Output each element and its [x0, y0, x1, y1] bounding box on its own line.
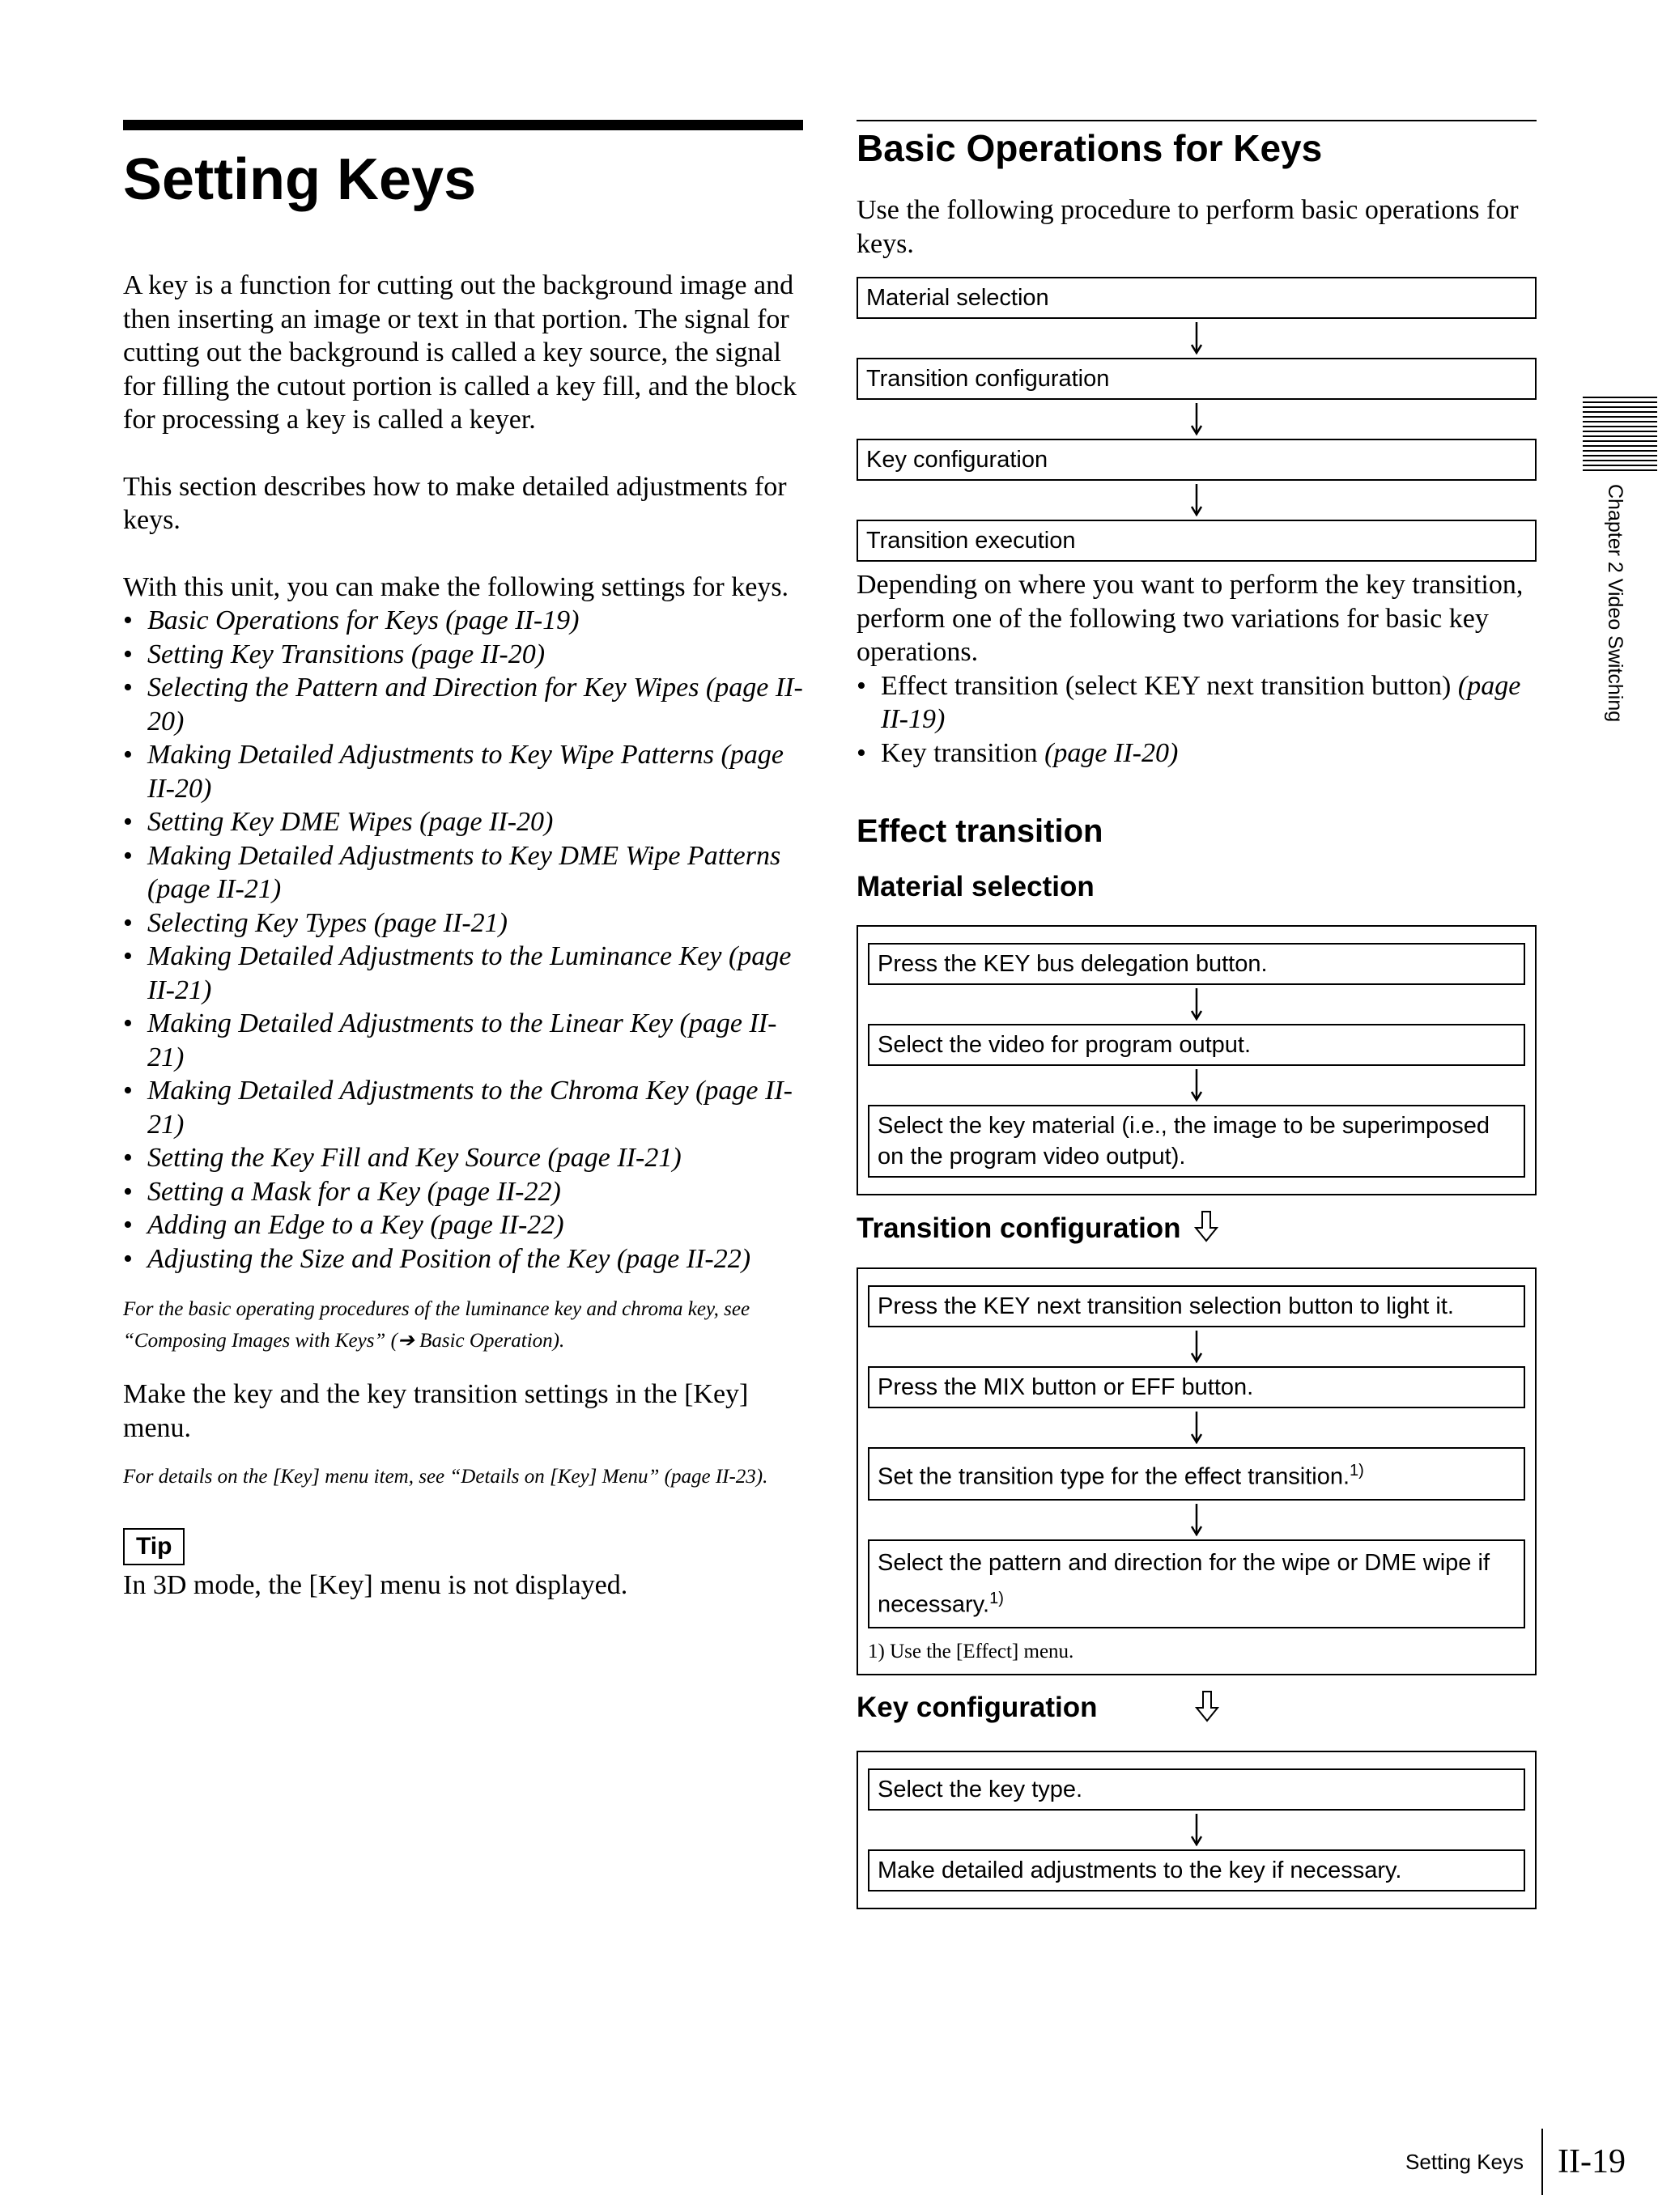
list-item[interactable]: • Selecting Key Types (page II-21) — [123, 906, 803, 940]
list-item[interactable]: • Making Detailed Adjustments to Key DME Wipe Patterns (page II-21) — [123, 839, 803, 906]
page-footer — [1405, 2129, 1626, 2195]
variations-intro: Depending on where you want to perform the key transition, perform one of the following two variations for basic key operations. — [857, 570, 1524, 668]
key-menu-paragraph: Make the key and the key transition settings in the [Key] menu. — [123, 1379, 749, 1443]
key-configuration-heading-row — [857, 1690, 1537, 1726]
flow-step-transition-execution: Transition execution — [857, 520, 1537, 562]
transition-footnote: 1) Use the [Effect] menu. — [868, 1640, 1074, 1662]
down-arrow-icon — [868, 1327, 1525, 1366]
material-selection-heading: Material selection — [857, 871, 1095, 903]
tip-label: Tip — [123, 1528, 185, 1565]
flow-step-material-selection: Material selection — [857, 277, 1537, 319]
variation-text: Key transition — [881, 737, 1038, 768]
tip-text: In 3D mode, the [Key] menu is not displayed. — [123, 1570, 628, 1601]
list-item[interactable]: • Making Detailed Adjustments to the Chroma Key (page II-21) — [123, 1074, 803, 1141]
heading-rule — [857, 120, 1537, 121]
list-item[interactable]: • Basic Operations for Keys (page II-19) — [123, 604, 803, 638]
page-title: Setting Keys — [123, 147, 477, 212]
overview-flowchart — [857, 277, 1537, 562]
section-description: This section describes how to make detailed adjustments for keys. — [123, 471, 787, 536]
settings-intro: With this unit, you can make the following settings for keys. — [123, 571, 789, 602]
intro-paragraph: A key is a function for cutting out the background image and then inserting an image or text in that portion. The signal for cutting out the background is called a key source, the signal for filling the cutout portion is called a key fill, and the block for processing a key is called a keyer. — [123, 270, 797, 435]
key-configuration-frame — [857, 1751, 1537, 1909]
transition-step-text: Set the transition type for the effect transition. — [878, 1463, 1350, 1490]
hollow-down-arrow-icon — [1194, 1210, 1218, 1246]
list-item[interactable]: • Making Detailed Adjustments to the Luminance Key (page II-21) — [123, 940, 803, 1007]
key-config-step: Select the key type. — [868, 1768, 1525, 1811]
variation-page-ref[interactable]: (page II-19) — [881, 670, 1521, 735]
list-item[interactable]: • Setting a Mask for a Key (page II-22) — [123, 1175, 803, 1209]
list-item[interactable]: • Setting Key DME Wipes (page II-20) — [123, 805, 803, 839]
material-selection-frame — [857, 925, 1537, 1195]
chapter-tab — [1583, 397, 1657, 471]
down-arrow-icon — [868, 1501, 1525, 1539]
list-item[interactable]: • Making Detailed Adjustments to the Linear Key (page II-21) — [123, 1007, 803, 1074]
transition-step — [868, 1539, 1525, 1628]
material-step: Press the KEY bus delegation button. — [868, 943, 1525, 985]
effect-transition-heading: Effect transition — [857, 813, 1103, 850]
title-rule — [123, 120, 803, 130]
flow-step-transition-configuration: Transition configuration — [857, 358, 1537, 400]
key-configuration-heading: Key configuration — [857, 1692, 1098, 1723]
page-number: II-19 — [1558, 2143, 1626, 2180]
list-item[interactable]: • Making Detailed Adjustments to Key Wipe Patterns (page II-20) — [123, 738, 803, 805]
settings-list — [123, 604, 803, 1276]
down-arrow-icon — [868, 1811, 1525, 1849]
left-column — [123, 120, 803, 1603]
transition-step — [868, 1447, 1525, 1501]
transition-step-text: Select the pattern and direction for the wipe or DME wipe if necessary. — [878, 1549, 1490, 1618]
list-item[interactable]: • Setting the Key Fill and Key Source (page II-21) — [123, 1141, 803, 1175]
list-item[interactable]: • Adding an Edge to a Key (page II-22) — [123, 1208, 803, 1242]
transition-configuration-heading-row — [857, 1210, 1537, 1246]
footer-divider — [1541, 2129, 1543, 2195]
procedure-intro: Use the following procedure to perform basic operations for keys. — [857, 195, 1519, 259]
transition-step: Press the KEY next transition selection button to light it. — [868, 1285, 1525, 1327]
list-item[interactable]: • Setting Key Transitions (page II-20) — [123, 638, 803, 672]
chapter-tab-marker — [1583, 397, 1657, 471]
variations-list — [857, 669, 1537, 771]
note-key-menu-details: For details on the [Key] menu item, see “Details on [Key] Menu” (page II-23). — [123, 1466, 768, 1488]
key-config-step: Make detailed adjustments to the key if necessary. — [868, 1849, 1525, 1891]
down-arrow-icon — [857, 481, 1537, 520]
down-arrow-icon — [868, 1408, 1525, 1447]
down-arrow-icon — [868, 985, 1525, 1024]
variation-page-ref[interactable]: (page II-20) — [1044, 737, 1179, 768]
right-column — [857, 120, 1537, 1909]
footnote-marker: 1) — [1350, 1462, 1364, 1480]
list-item[interactable] — [857, 737, 1537, 771]
material-step: Select the video for program output. — [868, 1024, 1525, 1066]
hollow-down-arrow-icon — [1195, 1690, 1219, 1726]
list-item[interactable]: • Selecting the Pattern and Direction for Key Wipes (page II-20) — [123, 671, 803, 738]
material-step: Select the key material (i.e., the image to be superimposed on the program video output). — [868, 1105, 1525, 1178]
variation-text: Effect transition (select KEY next transition button) — [881, 670, 1452, 701]
flow-step-key-configuration: Key configuration — [857, 439, 1537, 481]
footnote-marker: 1) — [989, 1589, 1004, 1607]
down-arrow-icon — [857, 319, 1537, 358]
transition-configuration-frame — [857, 1267, 1537, 1675]
transition-step: Press the MIX button or EFF button. — [868, 1366, 1525, 1408]
footer-section-label: Setting Keys — [1405, 2149, 1524, 2174]
note-composing-images: For the basic operating procedures of the luminance key and chroma key, see “Composing Images with Keys” (➔ Basic Operation). — [123, 1298, 750, 1352]
tip-section — [123, 1528, 803, 1603]
list-item[interactable] — [857, 669, 1537, 737]
chapter-label: Chapter 2 Video Switching — [1604, 484, 1626, 723]
down-arrow-icon — [857, 400, 1537, 439]
basic-operations-heading: Basic Operations for Keys — [857, 127, 1323, 169]
list-item[interactable]: • Adjusting the Size and Position of the Key (page II-22) — [123, 1242, 803, 1276]
down-arrow-icon — [868, 1066, 1525, 1105]
transition-configuration-heading: Transition configuration — [857, 1212, 1181, 1244]
